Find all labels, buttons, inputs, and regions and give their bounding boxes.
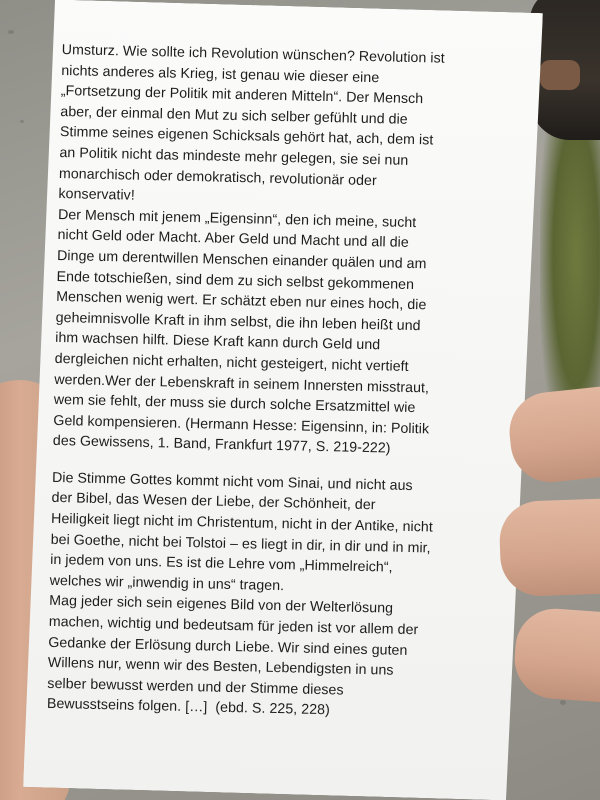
paragraph-revolution: Umsturz. Wie sollte ich Revolution wünschen? Revolution ist nichts anderes als Krieg, ist genau wie dieser eine „Fortsetzung der Politik mit anderen Mitteln“. Der Mensch aber, der einmal den Mut zu sich selber gefühlt und die Stimme seines eigenen Schicksals gehört hat, ach, dem ist an Politik nicht das mindeste mehr gelegen, sie sei nun monarchisch oder demokratisch, revolutionär oder konservativ! (58, 41, 445, 204)
paragraph-welterloesung: Mag jeder sich sein eigenes Bild von der Welterlösung machen, wichtig und bedeutsam für jeden ist vor allem der Gedanke der Erlösung durch Liebe. Wir sind eines guten Willens nur, wenn wir des Besten, Lebendigsten in uns selber bewusst werden und der Stimme dieses Bewusstseins folgen. […] (ebd. S. 225, 228) (46, 593, 419, 719)
ground-texture (8, 30, 14, 34)
ground-texture (20, 120, 24, 123)
bag-strap (540, 60, 580, 90)
finger (498, 498, 600, 597)
finger (512, 606, 600, 704)
ground-texture (560, 700, 566, 705)
paragraph-stimme-gottes: Die Stimme Gottes kommt nicht vom Sinai, und nicht aus der Bibel, das Wesen der Liebe, der Schönheit, der Heiligkeit liegt nicht im Christentum, nicht in der Antike, nicht bei Goethe, nicht bei Tolstoi – es liegt in dir, in dir und in mir, in jedem von uns. Es ist die Lehre vom „Himmelreich“, welches wir „inwendig in uns“ tragen. (49, 469, 433, 595)
leaflet-text (47, 40, 514, 725)
paragraph-eigensinn: Der Mensch mit jenem „Eigensinn“, den ich meine, sucht nicht Geld oder Macht. Aber Geld und Macht und all die Dinge um derentwillen Menschen einander quälen und am Ende totschießen, sind dem zu sich selbst gekommenen Menschen wenig wert. Er schätzt eben nur eines hoch, die geheimnisvolle Kraft in ihm selbst, die ihn leben heißt und ihm wachsen hilft. Diese Kraft kann durch Geld und dergleichen nicht erhalten, nicht gesteigert, nicht vertieft werden.Wer der Lebenskraft in seinem Innersten misstraut, wem sie fehlt, der muss sie durch solche Ersatzmittel wie Geld kompensieren. (Hermann Hesse: Eigensinn, in: Politik des Gewissens, 1. Band, Frankfurt 1977, S. 219-222) (52, 206, 430, 457)
